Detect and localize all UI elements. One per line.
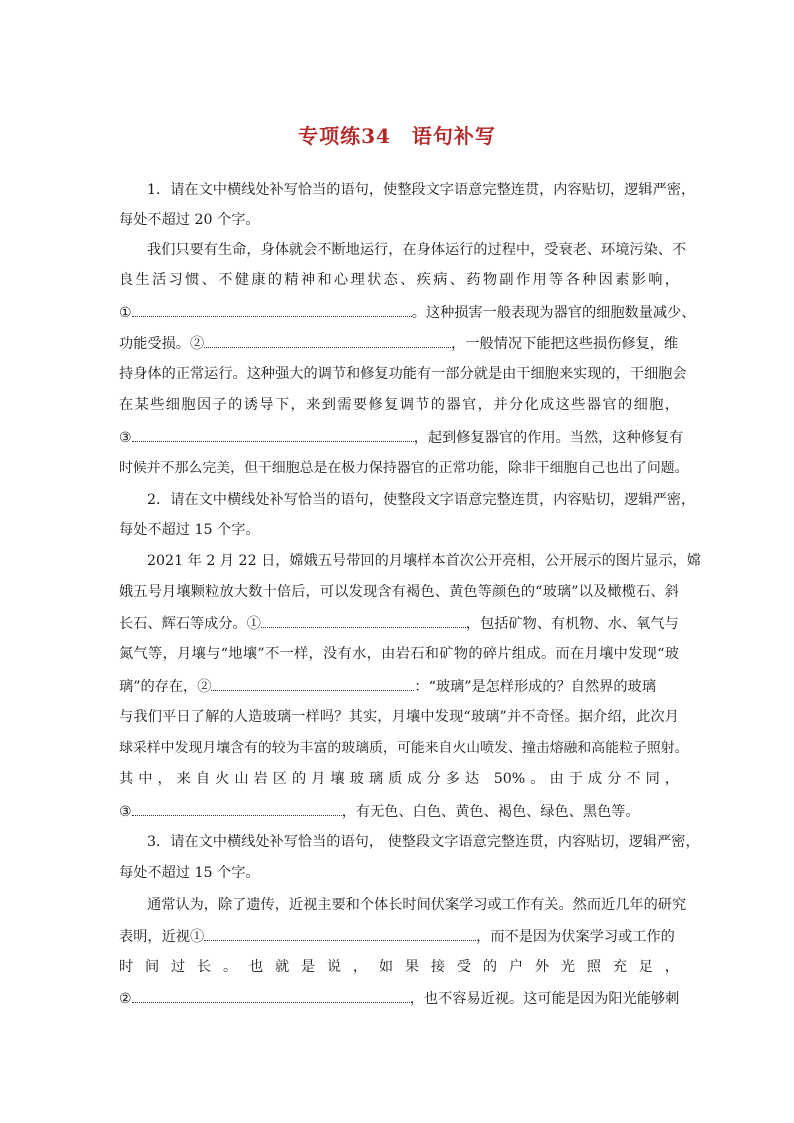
- answer-blank-6[interactable]: [132, 801, 342, 816]
- text-segment: 表明，近视①: [119, 929, 205, 945]
- q2-paragraph-line-5: [119, 676, 679, 697]
- q2-paragraph-line-4: 氮气等，月壤与“地壤”不一样，没有水，由岩石和矿物的碎片组成。而在月壤中发现“玻: [119, 646, 679, 662]
- q3-paragraph-line-4: [119, 988, 679, 1009]
- text-segment: 功能受损。②: [119, 336, 205, 352]
- text-segment: ，起到修复器官的作用。当然，这种修复有: [413, 430, 684, 446]
- q2-prompt-line-2: 每处不超过 15 个字。: [119, 522, 260, 538]
- blank-marker: ③: [119, 430, 132, 446]
- page-title: 专项练34 语句补写: [298, 124, 496, 148]
- text-segment: 。这种损害一般表现为器官的细胞数量减少、: [411, 305, 696, 321]
- q3-prompt-line-2: 每处不超过 15 个字。: [119, 865, 260, 881]
- answer-blank-3[interactable]: [132, 427, 414, 442]
- text-segment: ，包括矿物、有机物、水、氧气与: [465, 616, 679, 632]
- q1-paragraph-line-1: 我们只要有生命，身体就会不断地运行，在身体运行的过程中，受衰老、环境污染、不: [147, 242, 687, 258]
- text-segment: ：“玻璃”是怎样形成的？自然界的玻璃: [414, 679, 656, 695]
- q1-paragraph-line-6: 在某些细胞因子的诱导下，来到需要修复调节的器官，并分化成这些器官的细胞，: [119, 397, 679, 413]
- q1-paragraph-line-3: [119, 302, 696, 323]
- text-segment: 璃”的存在，②: [119, 679, 212, 695]
- q1-paragraph-line-8: 时候并不那么完美，但干细胞总是在极力保持器官的正常功能，除非干细胞自己也出了问题。: [119, 460, 689, 476]
- q2-paragraph-line-1: 2021 年 2 月 22 日，嫦娥五号带回的月壤样本首次公开亮相，公开展示的图片显示，嫦: [147, 553, 701, 569]
- q1-prompt-line-1: 1．请在文中横线处补写恰当的语句，使整段文字语意完整连贯，内容贴切，逻辑严密，: [147, 182, 696, 198]
- text-segment: 长石、辉石等成分。①: [119, 616, 261, 632]
- text-segment: ，也不容易近视。这可能是因为阳光能够刺: [409, 991, 680, 1007]
- q1-paragraph-line-2: 良生活习惯、不健康的精神和心理状态、疾病、药物副作用等各种因素影响，: [119, 272, 679, 288]
- answer-blank-4[interactable]: [261, 613, 466, 628]
- answer-blank-1[interactable]: [132, 302, 412, 317]
- q2-paragraph-line-2: 娥五号月壤颗粒放大数十倍后，可以发现含有褐色、黄色等颜色的“玻璃”以及橄榄石、斜: [119, 584, 679, 600]
- answer-blank-2[interactable]: [204, 333, 451, 348]
- q1-prompt-line-2: 每处不超过 20 个字。: [119, 212, 260, 228]
- q1-paragraph-line-4: [119, 333, 679, 354]
- answer-blank-5[interactable]: [211, 676, 414, 691]
- answer-blank-7[interactable]: [204, 926, 476, 941]
- q3-paragraph-line-2: [119, 926, 679, 947]
- q2-paragraph-line-9: [119, 801, 679, 822]
- q2-paragraph-line-8: 其中，来自火山岩区的月壤玻璃质成分多达 50%。由于成分不同，: [119, 771, 679, 787]
- q2-prompt-line-1: 2．请在文中横线处补写恰当的语句，使整段文字语意完整连贯，内容贴切，逻辑严密，: [147, 492, 696, 508]
- text-segment: ，一般情况下能把这些损伤修复，维: [451, 336, 679, 352]
- q2-paragraph-line-6: 与我们平日了解的人造玻璃一样吗？其实，月壤中发现“玻璃”并不奇怪。据介绍，此次月: [119, 709, 679, 725]
- answer-blank-8[interactable]: [132, 988, 410, 1003]
- blank-marker: ②: [119, 991, 132, 1007]
- blank-marker: ①: [119, 305, 132, 321]
- text-segment: ，而不是因为伏案学习或工作的: [476, 929, 675, 945]
- q1-paragraph-line-7: [119, 427, 684, 448]
- q3-prompt-line-1: 3．请在文中横线处补写恰当的语句， 使整段文字语意完整连贯，内容贴切，逻辑严密，: [147, 834, 700, 850]
- blank-marker: ③: [119, 804, 132, 820]
- q2-paragraph-line-7: 球采样中发现月壤含有的较为丰富的玻璃质，可能来自火山喷发、撞击熔融和高能粒子照射。: [119, 740, 689, 756]
- q1-paragraph-line-5: 持身体的正常运行。这种强大的调节和修复功能有一部分就是由干细胞来实现的，干细胞会: [119, 366, 687, 382]
- q3-paragraph-line-1: 通常认为，除了遗传，近视主要和个体长时间伏案学习或工作有关。然而近几年的研究: [147, 897, 687, 913]
- text-segment: ，有无色、白色、黄色、褐色、绿色、黑色等。: [341, 804, 640, 820]
- q2-paragraph-line-3: [119, 613, 679, 634]
- q3-paragraph-line-3: 时间过长。也就是说，如果接受的户外光照充足，: [119, 959, 679, 975]
